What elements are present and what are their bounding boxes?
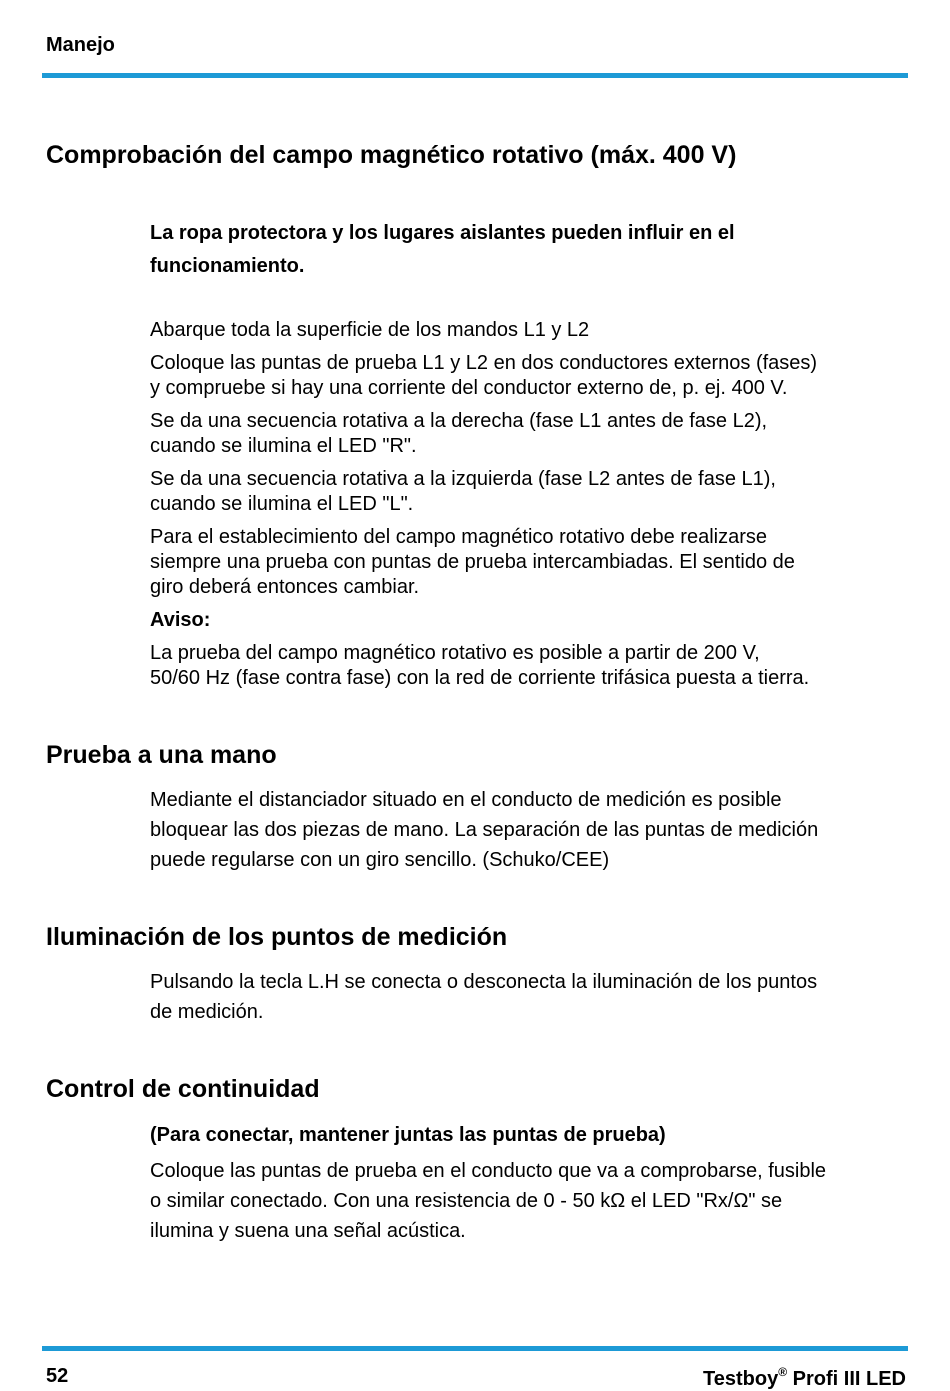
header-rule — [42, 73, 908, 78]
section-heading-one-hand-test: Prueba a una mano — [46, 741, 277, 769]
paragraph-4-line-1: Se da una secuencia rotativa a la izquierda (fase L2 antes de fase L1), — [150, 468, 776, 490]
one-hand-line-1: Mediante el distanciador situado en el conducto de medición es posible — [150, 789, 782, 811]
paragraph-5-line-3: giro deberá entonces cambiar. — [150, 576, 420, 598]
note-line-1: La prueba del campo magnético rotativo es posible a partir de 200 V, — [150, 642, 760, 664]
warning-line-1: La ropa protectora y los lugares aislantes pueden influir en el — [150, 222, 735, 244]
footer-rule — [42, 1346, 908, 1351]
one-hand-line-2: bloquear las dos piezas de mano. La separación de las puntas de medición — [150, 819, 819, 841]
paragraph-4-line-2: cuando se ilumina el LED "L". — [150, 493, 414, 515]
page-number: 52 — [46, 1365, 69, 1387]
continuity-line-3: ilumina y suena una señal acústica. — [150, 1220, 466, 1242]
section-heading-illumination: Iluminación de los puntos de medición — [46, 923, 508, 951]
illumination-line-2: de medición. — [150, 1001, 264, 1023]
brand-name: Testboy — [703, 1368, 779, 1390]
paragraph-5-line-2: siempre una prueba con puntas de prueba intercambiadas. El sentido de — [150, 551, 795, 573]
illumination-line-1: Pulsando la tecla L.H se conecta o desconecta la iluminación de los puntos — [150, 971, 818, 993]
registered-mark: ® — [778, 1365, 788, 1379]
paragraph-3-line-2: cuando se ilumina el LED "R". — [150, 435, 417, 457]
running-header: Manejo — [46, 34, 115, 56]
product-model: Profi III LED — [787, 1368, 906, 1390]
paragraph-2-line-1: Coloque las puntas de prueba L1 y L2 en dos conductores externos (fases) — [150, 352, 818, 374]
section-heading-rotating-field: Comprobación del campo magnético rotativo (máx. 400 V) — [46, 141, 737, 169]
note-line-2: 50/60 Hz (fase contra fase) con la red de corriente trifásica puesta a tierra. — [150, 667, 810, 689]
continuity-line-2: o similar conectado. Con una resistencia de 0 - 50 kΩ el LED "Rx/Ω" se — [150, 1190, 783, 1212]
continuity-subheading: (Para conectar, mantener juntas las puntas de prueba) — [150, 1124, 666, 1146]
one-hand-line-3: puede regularse con un giro sencillo. (Schuko/CEE) — [150, 849, 610, 871]
paragraph-1: Abarque toda la superficie de los mandos L1 y L2 — [150, 319, 590, 341]
paragraph-5-line-1: Para el establecimiento del campo magnético rotativo debe realizarse — [150, 526, 768, 548]
footer-product-name — [703, 1365, 906, 1391]
note-label: Aviso: — [150, 609, 211, 631]
warning-line-2: funcionamiento. — [150, 255, 305, 277]
paragraph-2-line-2: y compruebe si hay una corriente del conductor externo de, p. ej. 400 V. — [150, 377, 788, 399]
paragraph-3-line-1: Se da una secuencia rotativa a la derecha (fase L1 antes de fase L2), — [150, 410, 768, 432]
section-heading-continuity: Control de continuidad — [46, 1075, 320, 1103]
continuity-line-1: Coloque las puntas de prueba en el conducto que va a comprobarse, fusible — [150, 1160, 827, 1182]
